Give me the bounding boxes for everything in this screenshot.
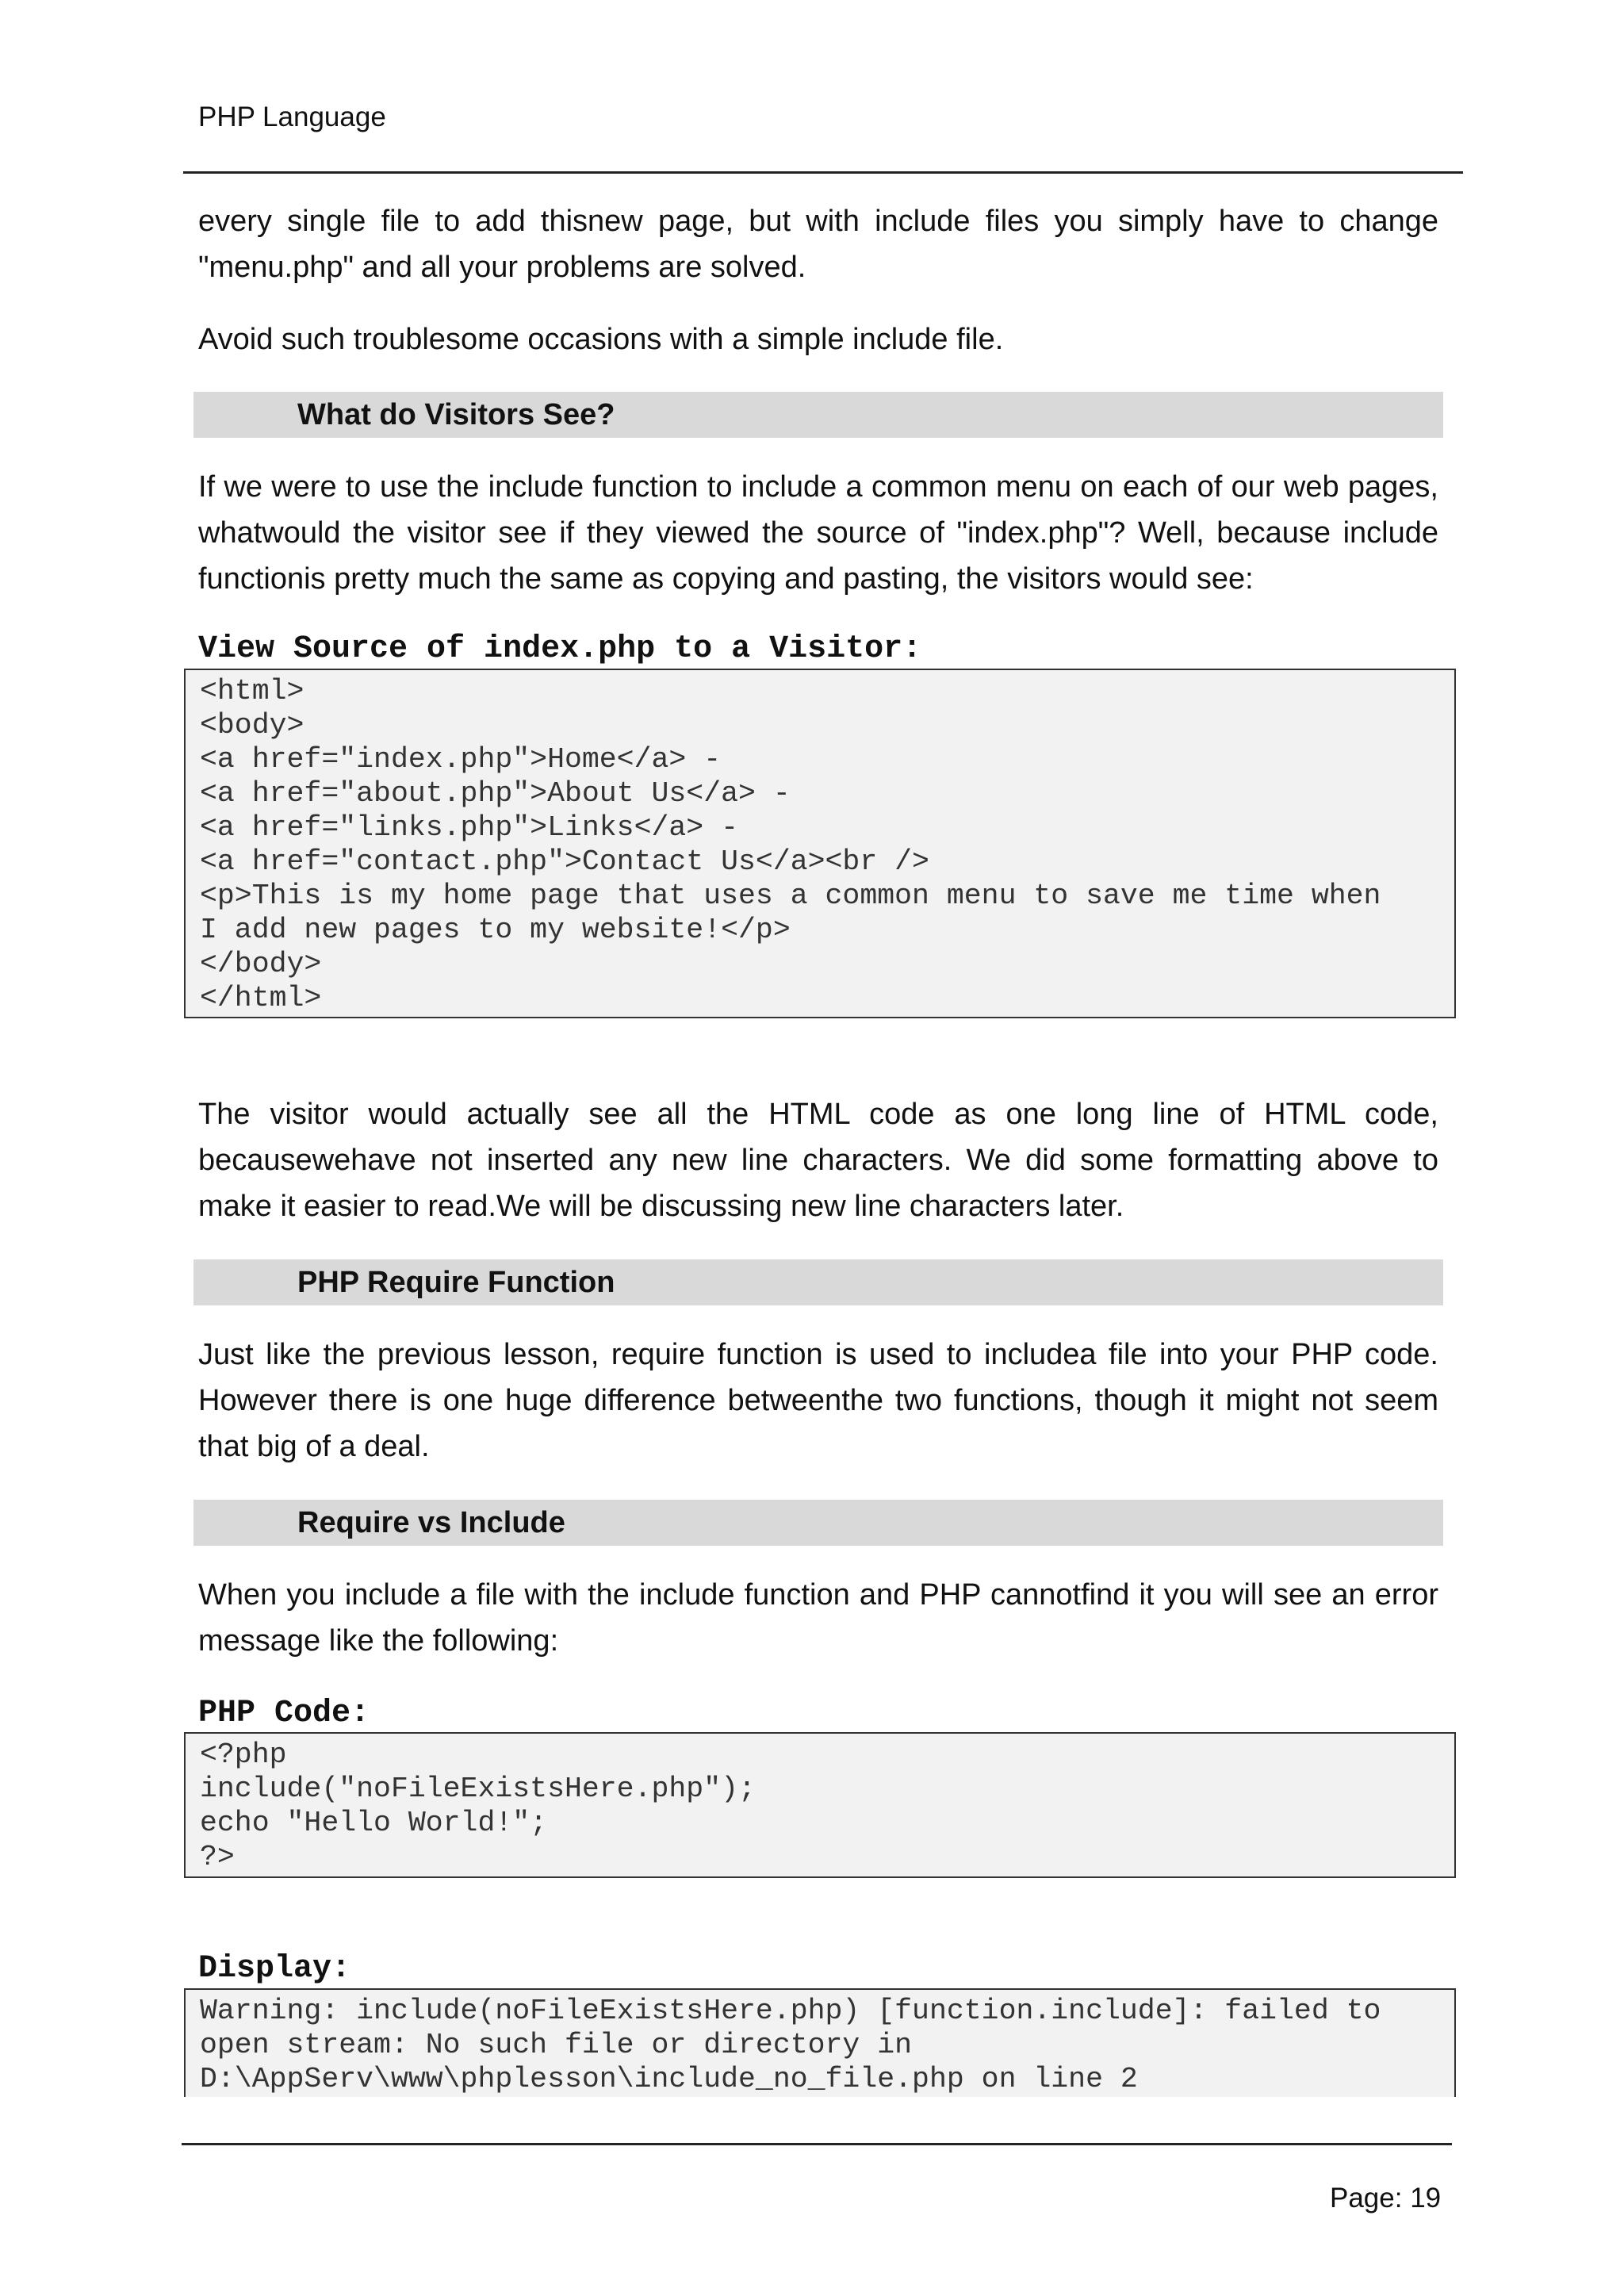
- code-line: </html>: [200, 982, 322, 1014]
- paragraph: The visitor would actually see all the HTML code as one long line of HTML code, becausewehave not inserted any new line characters. We did some formatting above to make it easier to read.We will be discussing new line characters later.: [198, 1098, 1438, 1223]
- code-line: <?php: [200, 1738, 287, 1771]
- section-heading: [193, 1500, 1443, 1546]
- code-line: <a href="contact.php">Contact Us</a><br />: [200, 845, 929, 878]
- code-line: echo "Hello World!";: [200, 1807, 548, 1839]
- code-label: View Source of index.php to a Visitor:: [198, 631, 922, 667]
- paragraph: If we were to use the include function to include a common menu on each of our web pages, whatwould the visitor see if they viewed the source of "index.php"? Well, because include functionis pretty much the same as copying and pasting, the visitors would see:: [198, 470, 1438, 596]
- page-number: Page: 19: [1330, 2183, 1442, 2214]
- section-heading: [193, 1259, 1443, 1305]
- running-header: PHP Language: [198, 102, 386, 132]
- header-divider: [183, 171, 1463, 174]
- code-line: D:\AppServ\www\phplesson\include_no_file.php on line 2: [200, 2063, 1138, 2095]
- code-block: [184, 1732, 1456, 1878]
- code-line: <html>: [200, 675, 304, 707]
- section-heading-text: PHP Require Function: [297, 1266, 615, 1299]
- code-block: [184, 1988, 1456, 2097]
- code-block: [184, 669, 1456, 1018]
- footer-divider: [182, 2143, 1452, 2145]
- paragraph: Avoid such troublesome occasions with a simple include file.: [198, 323, 1004, 356]
- code-line: I add new pages to my website!</p>: [200, 914, 791, 946]
- code-line: Warning: include(noFileExistsHere.php) [function.include]: failed to: [200, 1995, 1381, 2027]
- code-line: open stream: No such file or directory in: [200, 2029, 913, 2061]
- section-heading-text: Require vs Include: [297, 1506, 565, 1539]
- code-line: <a href="about.php">About Us</a> -: [200, 777, 791, 810]
- code-line: <a href="index.php">Home</a> -: [200, 743, 722, 776]
- code-line: include("noFileExistsHere.php");: [200, 1773, 756, 1805]
- code-line: </body>: [200, 948, 322, 980]
- code-line: ?>: [200, 1841, 235, 1873]
- section-heading: [193, 392, 1443, 438]
- code-line: <p>This is my home page that uses a common menu to save me time when: [200, 880, 1381, 912]
- paragraph: When you include a file with the include function and PHP cannotfind it you will see an error message like the following:: [198, 1578, 1438, 1658]
- code-line: <a href="links.php">Links</a> -: [200, 811, 739, 844]
- code-line: <body>: [200, 709, 304, 742]
- code-label: Display:: [198, 1951, 351, 1987]
- section-heading-text: What do Visitors See?: [297, 398, 615, 431]
- paragraph: Just like the previous lesson, require function is used to includea file into your PHP code. However there is one huge difference betweenthe two functions, though it might not seem that big of a deal.: [198, 1338, 1438, 1463]
- code-label: PHP Code:: [198, 1696, 370, 1731]
- paragraph: every single file to add thisnew page, but with include files you simply have to change "menu.php" and all your problems are solved.: [198, 205, 1438, 284]
